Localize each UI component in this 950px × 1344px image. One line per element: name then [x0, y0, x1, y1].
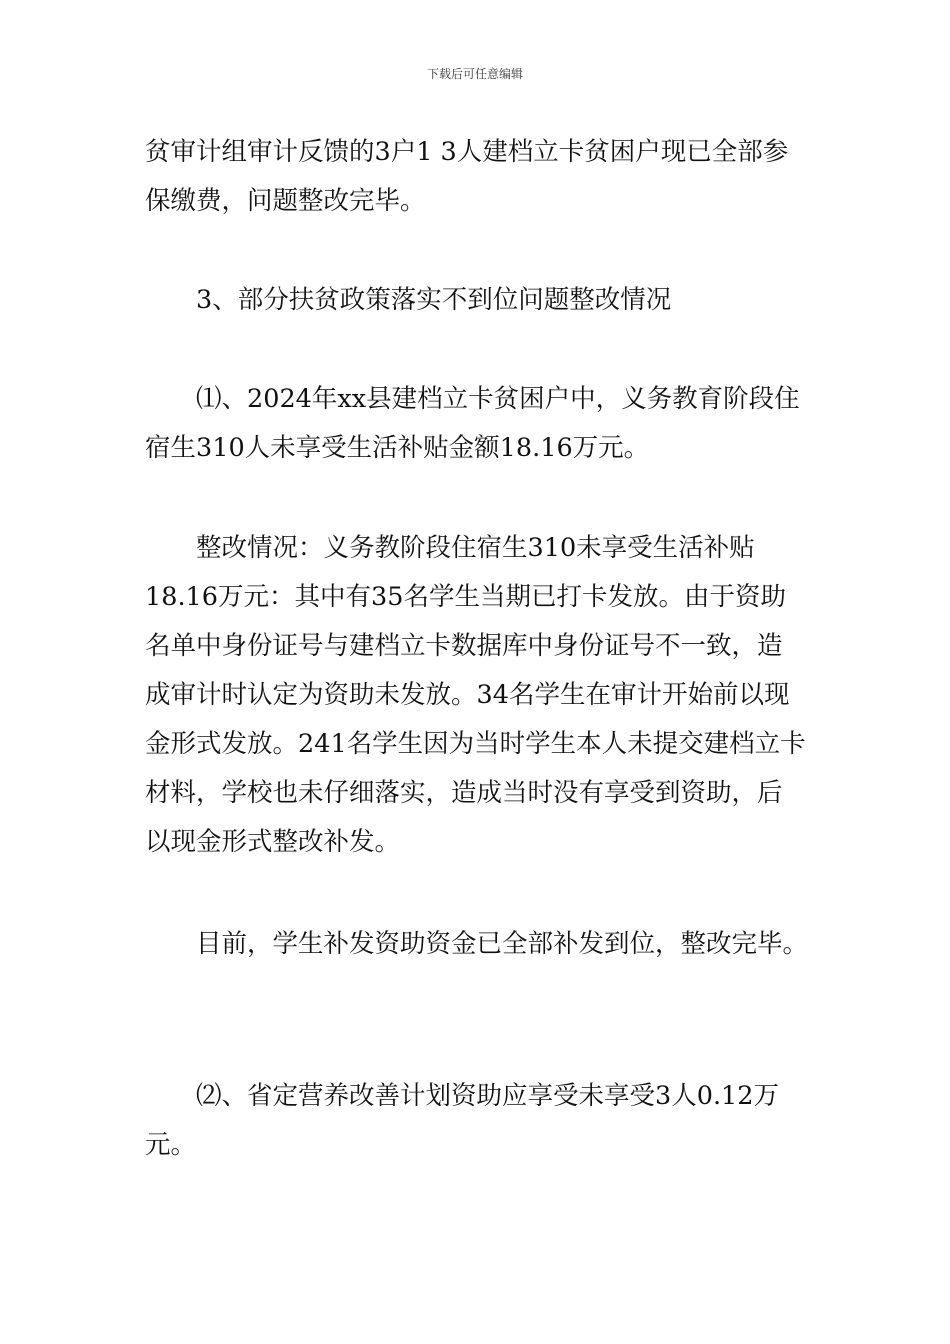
paragraph-rectification — [145, 524, 806, 867]
text-line: 名单中身份证号与建档立卡数据库中身份证号不一致，造 — [145, 631, 783, 661]
paragraph-item-1 — [145, 375, 800, 473]
text-line: 金形式发放。241名学生因为当时学生本人未提交建档立卡 — [145, 729, 806, 759]
paragraph-insurance-result — [145, 128, 788, 226]
paragraph-current-status — [145, 920, 808, 969]
text-line: 目前，学生补发资助资金已全部补发到位，整改完毕。 — [196, 929, 809, 959]
text-line: ⑴、2024年xx县建档立卡贫困户中，义务教育阶段住 — [196, 384, 800, 414]
page-header: 下载后可任意编辑 — [426, 67, 523, 81]
text-line: 元。 — [145, 1130, 197, 1160]
heading-line: 3、部分扶贫政策落实不到位问题整改情况 — [196, 285, 672, 315]
text-line: 以现金形式整改补发。 — [145, 827, 401, 857]
text-line: 保缴费，问题整改完毕。 — [145, 186, 426, 216]
text-line: 贫审计组审计反馈的3户1 3人建档立卡贫困户现已全部参 — [145, 137, 789, 167]
text-line: 材料，学校也未仔细落实，造成当时没有享受到资助，后 — [145, 778, 783, 808]
text-line: ⑵、省定营养改善计划资助应享受未享受3人0.12万 — [196, 1081, 780, 1111]
section-heading-3 — [145, 276, 671, 325]
text-line: 18.16万元：其中有35名学生当期已打卡发放。由于资助 — [145, 582, 786, 612]
text-line: 成审计时认定为资助未发放。34名学生在审计开始前以现 — [145, 680, 790, 710]
text-line: 宿生310人未享受生活补贴金额18.16万元。 — [145, 433, 650, 463]
paragraph-item-2 — [145, 1072, 779, 1170]
text-line: 整改情况：义务教阶段住宿生310未享受生活补贴 — [196, 533, 755, 563]
